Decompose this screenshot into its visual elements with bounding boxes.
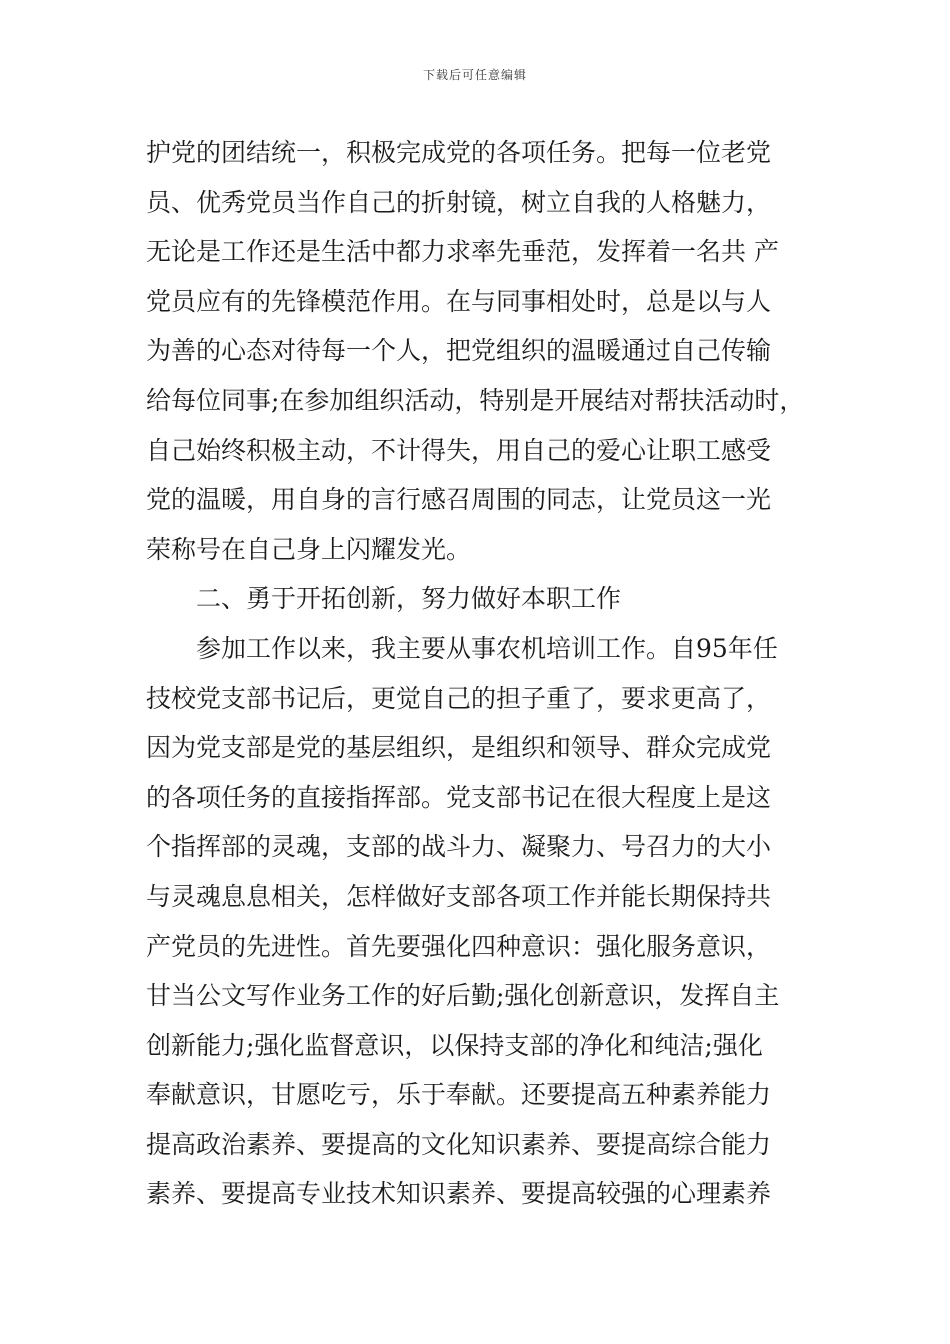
text-line: 无论是工作还是生活中都力求率先垂范，发挥着一名共 产: [146, 237, 779, 267]
text-line: 为善的心态对待每一个人，把党组织的温暖通过自己传输: [146, 336, 772, 366]
text-line: 技校党支部书记后，更觉自己的担子重了，要求更高了，: [146, 683, 772, 713]
text-line: 甘当公文写作业务工作的好后勤;强化创新意识，发挥自主: [146, 981, 780, 1011]
text-line: 素养、要提高专业技术知识素养、要提高较强的心理素养: [146, 1179, 772, 1209]
text-line: 的各项任务的直接指挥部。党支部书记在很大程度上是这: [146, 782, 772, 812]
text-line: 与灵魂息息相关，怎样做好支部各项工作并能长期保持共: [146, 881, 772, 911]
section-heading: 二、勇于开拓创新，努力做好本职工作: [196, 584, 622, 614]
page-header: 下载后可任意编辑: [422, 68, 527, 82]
text-line: 产党员的先进性。首先要强化四种意识：强化服务意识，: [146, 931, 772, 961]
text-line: 自己始终积极主动，不计得失，用自己的爱心让职工感受: [146, 435, 772, 465]
text-line: 因为党支部是党的基层组织，是组织和领导、群众完成党: [146, 733, 772, 763]
text-line: 奉献意识，甘愿吃亏，乐于奉献。还要提高五种素养能力: [146, 1080, 772, 1110]
text-line: 创新能力;强化监督意识，以保持支部的净化和纯洁;强化: [146, 1030, 763, 1060]
paragraph-first-line: 参加工作以来，我主要从事农机培训工作。自95年任: [196, 633, 778, 663]
text-line: 党员应有的先锋模范作用。在与同事相处时，总是以与人: [146, 286, 772, 316]
text-line: 党的温暖，用自身的言行感召周围的同志，让党员这一光: [146, 485, 772, 515]
text-line: 员、优秀党员当作自己的折射镜，树立自我的人格魅力，: [146, 187, 772, 217]
text-line: 给每位同事;在参加组织活动，特别是开展结对帮扶活动时，: [146, 385, 805, 415]
body-text: [146, 128, 836, 1219]
text-line: 个指挥部的灵魂，支部的战斗力、凝聚力、号召力的大小: [146, 832, 772, 862]
text-line: 护党的团结统一，积极完成党的各项任务。把每一位老党: [146, 138, 772, 167]
text-line: 提高政治素养、要提高的文化知识素养、要提高综合能力: [146, 1129, 772, 1159]
text-line: 荣称号在自己身上闪耀发光。: [146, 534, 472, 564]
